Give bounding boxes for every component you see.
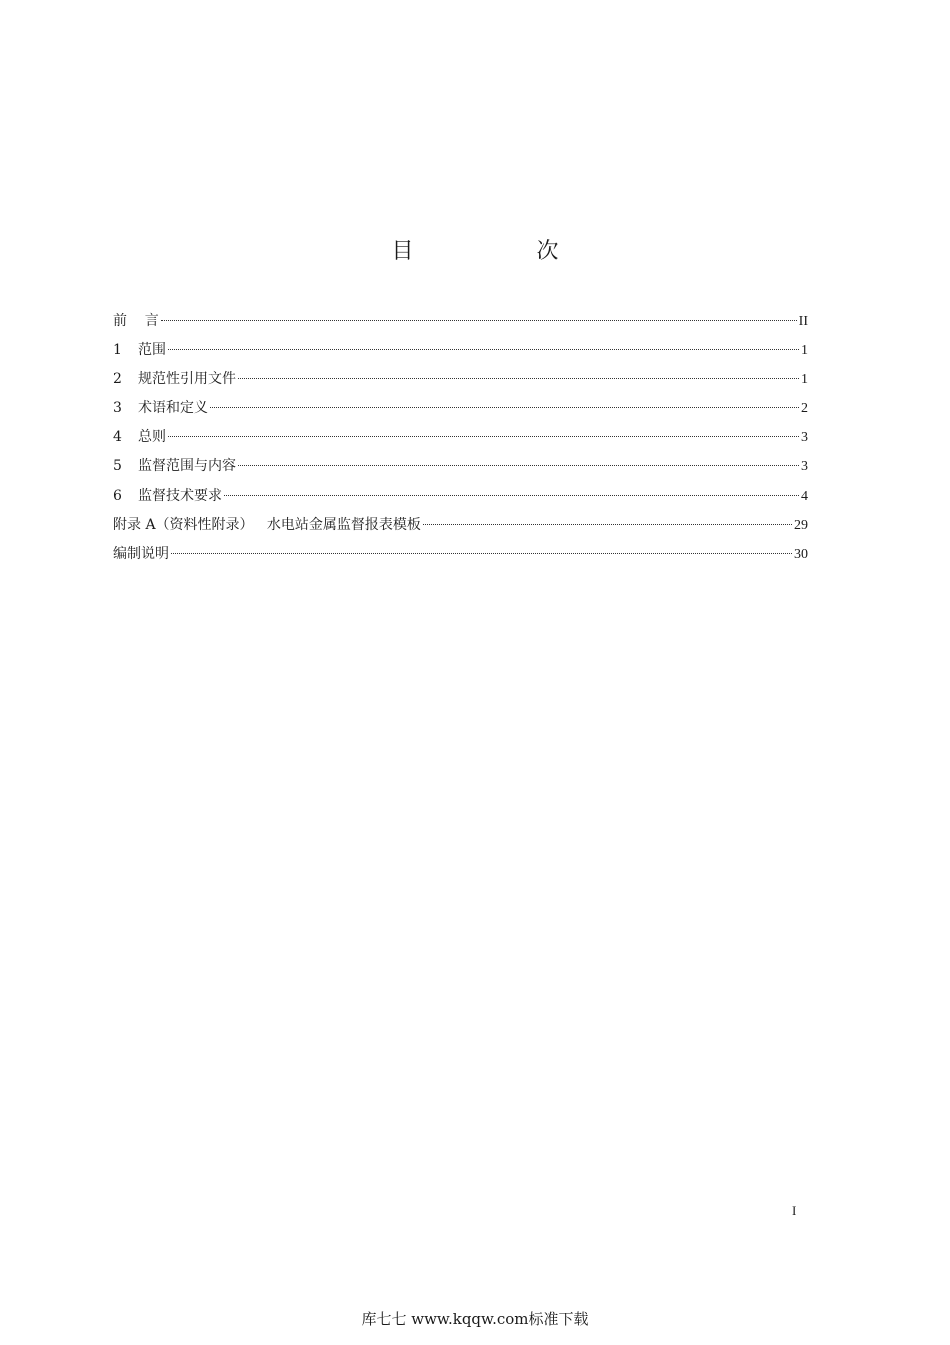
toc-entry-appendix-a[interactable] [113, 515, 808, 544]
toc-entry-label: 附录 A（资料性附录） 水电站金属监督报表模板 [113, 516, 421, 533]
toc-entry-compilation-notes[interactable] [113, 544, 808, 573]
dot-leader [423, 524, 792, 525]
toc-entry-label: 编制说明 [113, 545, 169, 562]
toc-entry-page: 29 [794, 517, 808, 533]
toc-entry-number: 6 [113, 487, 122, 504]
toc-entry-page: II [798, 314, 808, 329]
toc-entry-page: 3 [801, 430, 808, 446]
toc-entry-preface[interactable] [113, 311, 808, 340]
page-title: 目 次 [391, 239, 617, 264]
toc-entry-number: 3 [113, 400, 122, 417]
toc-entry-6[interactable] [113, 486, 808, 515]
toc-entry-page: 3 [801, 459, 808, 475]
toc-entry-page: 2 [801, 401, 808, 417]
toc-entry-label: 总则 [138, 429, 166, 446]
toc-entry-page: 4 [801, 488, 808, 504]
dot-leader [161, 320, 797, 321]
dot-leader [171, 553, 792, 554]
toc-entry-label: 监督技术要求 [138, 487, 222, 504]
toc-entry-label: 前 言 [113, 313, 159, 329]
toc-entry-number: 2 [113, 371, 122, 388]
dot-leader [238, 378, 799, 379]
toc-entry-3[interactable] [113, 398, 808, 427]
page-number: I [792, 1203, 797, 1218]
toc-entry-1[interactable] [113, 340, 808, 369]
toc-entry-label: 范围 [138, 342, 166, 359]
dot-leader [168, 436, 799, 437]
toc-entry-number: 4 [113, 429, 122, 446]
dot-leader [238, 465, 799, 466]
dot-leader [168, 349, 799, 350]
toc-entry-number: 5 [113, 458, 122, 475]
toc-entry-page: 1 [801, 343, 808, 359]
toc-entry-label: 术语和定义 [138, 400, 208, 417]
footer-watermark: 库七七 www.kqqw.com标准下载 [361, 1310, 589, 1328]
dot-leader [210, 407, 799, 408]
toc-entry-label: 监督范围与内容 [138, 458, 236, 475]
toc-entry-4[interactable] [113, 427, 808, 456]
toc-entry-number: 1 [113, 342, 122, 359]
table-of-contents [113, 311, 808, 573]
dot-leader [224, 495, 799, 496]
toc-entry-page: 30 [794, 546, 808, 562]
toc-entry-5[interactable] [113, 456, 808, 485]
toc-entry-page: 1 [801, 372, 808, 388]
toc-entry-label: 规范性引用文件 [138, 371, 236, 388]
toc-entry-2[interactable] [113, 369, 808, 398]
